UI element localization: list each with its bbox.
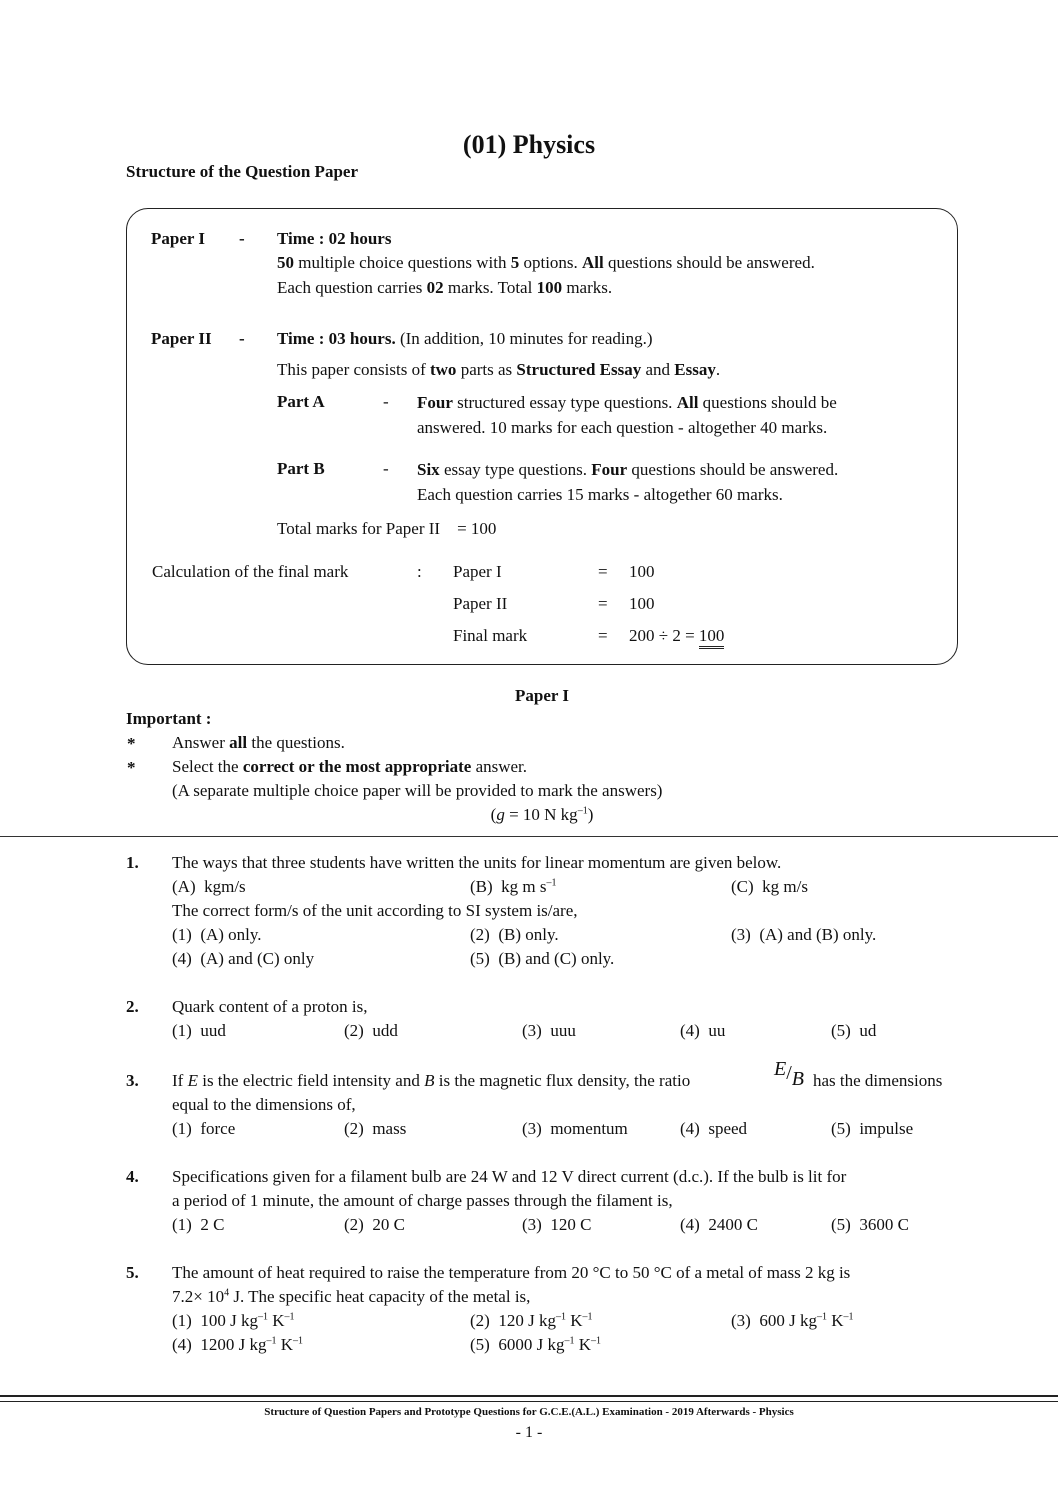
answer-option: (3) (A) and (B) only.	[731, 925, 877, 944]
answer-option: (2) mass	[344, 1119, 407, 1138]
answer-option: (4) 2400 C	[680, 1215, 758, 1234]
paper1-time: Time : 02 hours	[277, 229, 392, 248]
answer-option: (2) 20 C	[344, 1215, 405, 1234]
question-number: 2.	[126, 997, 139, 1016]
answer-option: (1) 2 C	[172, 1215, 225, 1234]
final-mark-result: 100	[699, 626, 725, 649]
dash: -	[239, 329, 245, 348]
partA-label: Part A	[277, 392, 325, 411]
paper2-time: Time : 03 hours. (In addition, 10 minutes for reading.)	[277, 329, 653, 348]
partB-description: Six essay type questions. Four questions should be answered. Each question carries 15 marks - altogether 60 marks.	[417, 460, 839, 504]
footer-rule	[0, 1395, 1058, 1397]
dash: -	[383, 392, 389, 411]
calc-row-value: 100	[629, 562, 655, 581]
answer-option: (1) force	[172, 1119, 236, 1138]
question-text: Specifications given for a filament bulb are 24 W and 12 V direct current (d.c.). If the bulb is lit for	[172, 1167, 847, 1186]
answer-option: (4) speed	[680, 1119, 748, 1138]
answer-option: (5) 6000 J $kg^{-1}$ $K^{-1}$	[470, 1335, 601, 1354]
page-number: - 1 -	[515, 1424, 543, 1441]
calc-row-name: Final mark	[453, 626, 528, 645]
dash: -	[383, 459, 389, 478]
bullet-star: *	[127, 734, 136, 753]
paper1-heading: Paper I	[515, 686, 569, 705]
divider	[0, 836, 1058, 837]
gravity-note: (g = 10 N $kg^{-1}$)	[490, 805, 594, 824]
answer-option: (3) momentum	[522, 1119, 628, 1138]
ratio-fraction: E/B	[774, 1058, 804, 1090]
calc-row-eq: =	[598, 562, 608, 581]
unit-option: (C) kg m/s	[731, 877, 808, 896]
important-label: Important :	[126, 709, 212, 728]
answer-option: (4) uu	[680, 1021, 726, 1040]
answer-option: (1) 100 J $kg^{-1}$ $K^{-1}$	[172, 1311, 295, 1330]
paper1-description: 50 multiple choice questions with 5 options. All questions should be answered. Each question carries 02 marks. Total 100 marks.	[277, 253, 815, 297]
question-text: equal to the dimensions of,	[172, 1095, 356, 1114]
question-number: 1.	[126, 853, 139, 872]
calc-row-value: 200 ÷ 2 = 100	[629, 626, 724, 646]
section-subtitle: Structure of the Question Paper	[126, 162, 358, 181]
calc-row-value: 100	[629, 594, 655, 613]
question-text: The correct form/s of the unit according to SI system is/are,	[172, 901, 578, 920]
answer-option: (5) 3600 C	[831, 1215, 909, 1234]
answer-option: (5) ud	[831, 1021, 877, 1040]
page-title: (01) Physics	[462, 130, 596, 159]
answer-option: (1) uud	[172, 1021, 226, 1040]
bullet-text: Select the correct or the most appropriate answer.	[172, 757, 528, 776]
dash: -	[239, 229, 245, 248]
calc-row-eq: =	[598, 626, 608, 645]
bullet-text: Answer all the questions.	[172, 733, 345, 752]
calc-colon: :	[417, 562, 422, 581]
answer-option: (4) 1200 J $kg^{-1}$ $K^{-1}$	[172, 1335, 303, 1354]
paper1-label: Paper I	[151, 229, 205, 248]
footer-rule	[0, 1401, 1058, 1402]
separate-paper-note: (A separate multiple choice paper will be provided to mark the answers)	[172, 781, 663, 800]
question-number: 5.	[126, 1263, 139, 1282]
paper2-label: Paper II	[151, 329, 212, 348]
answer-option: (5) (B) and (C) only.	[470, 949, 615, 968]
question-number: 3.	[126, 1071, 139, 1090]
answer-option: (1) (A) only.	[172, 925, 262, 944]
bullet-star: *	[127, 758, 136, 777]
paper2-parts: This paper consists of two parts as Structured Essay and Essay.	[277, 360, 721, 379]
unit-option: (A) kgm/s	[172, 877, 246, 896]
question-text: a period of 1 minute, the amount of charge passes through the filament is,	[172, 1191, 673, 1210]
calc-row-eq: =	[598, 594, 608, 613]
page-footer: Structure of Question Papers and Prototype Questions for G.C.E.(A.L.) Examination - 2019 Afterwards - Physics	[264, 1406, 794, 1418]
answer-option: (3) 600 J $kg^{-1}$ $K^{-1}$	[731, 1311, 854, 1330]
answer-option: (3) uuu	[522, 1021, 576, 1040]
answer-option: (2) udd	[344, 1021, 398, 1040]
question-number: 4.	[126, 1167, 139, 1186]
answer-option: (4) (A) and (C) only	[172, 949, 315, 968]
question-text: $7.2\times 10^4$ J. The specific heat capacity of the metal is,	[172, 1287, 531, 1306]
calc-row-name: Paper II	[453, 594, 508, 613]
question-text: The ways that three students have written the units for linear momentum are given below.	[172, 853, 782, 872]
partA-description: Four structured essay type questions. All questions should be answered. 10 marks for each question - altogether 40 marks.	[417, 393, 837, 437]
partB-label: Part B	[277, 459, 325, 478]
unit-option: (B) kg m $s^{-1}$	[470, 877, 557, 896]
total-paper2: Total marks for Paper II = 100	[277, 519, 497, 538]
answer-option: (5) impulse	[831, 1119, 914, 1138]
question-text: The amount of heat required to raise the temperature from 20 °C to 50 °C of a metal of mass 2 kg is	[172, 1263, 851, 1282]
answer-option: (2) (B) only.	[470, 925, 559, 944]
question-text: Quark content of a proton is,	[172, 997, 368, 1016]
calc-label: Calculation of the final mark	[152, 562, 349, 581]
question-text: If E is the electric field intensity and B is the magnetic flux density, the ratio	[172, 1071, 691, 1090]
answer-option: (3) 120 C	[522, 1215, 592, 1234]
question-text: has the dimensions	[813, 1071, 943, 1090]
answer-option: (2) 120 J $kg^{-1}$ $K^{-1}$	[470, 1311, 593, 1330]
calc-row-name: Paper I	[453, 562, 502, 581]
